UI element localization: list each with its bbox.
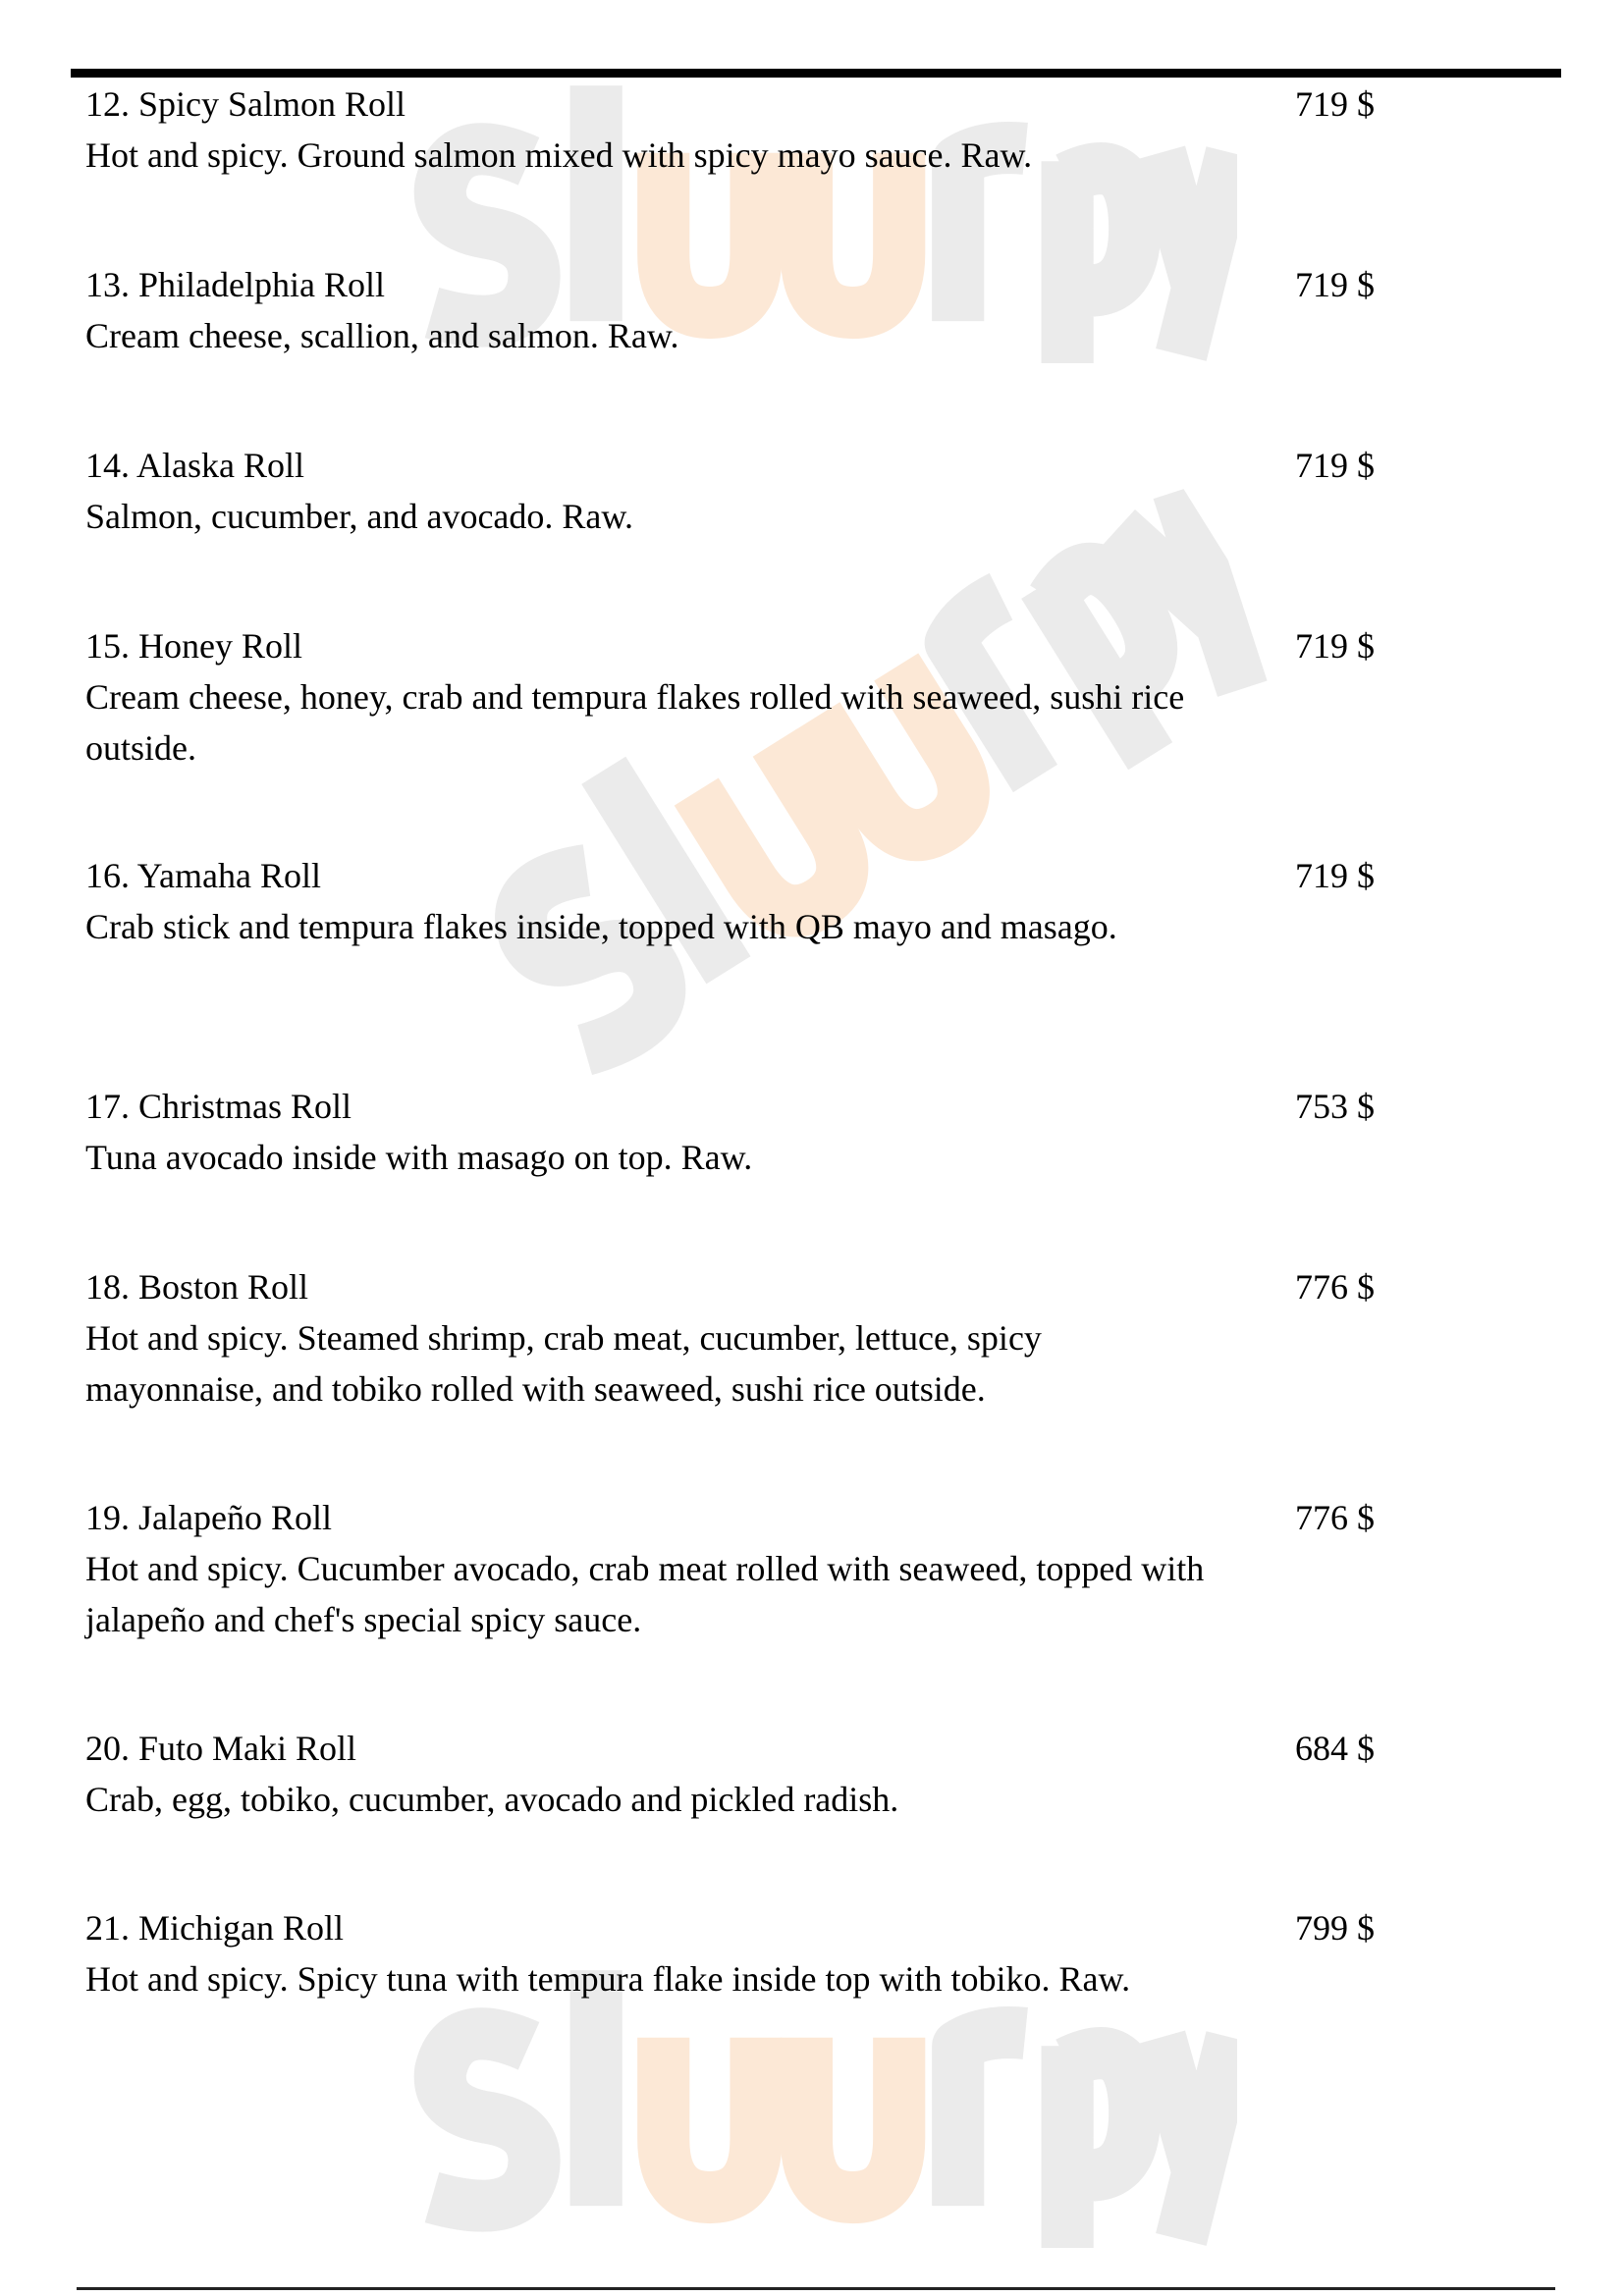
item-price: 719 $ <box>1295 265 1375 304</box>
item-price: 719 $ <box>1295 856 1375 895</box>
item-price: 776 $ <box>1295 1267 1375 1307</box>
item-description: Crab, egg, tobiko, cucumber, avocado and pickled radish. <box>85 1780 899 1819</box>
item-title: 13. Philadelphia Roll <box>85 265 385 304</box>
menu-item <box>85 620 1539 774</box>
item-title: 20. Futo Maki Roll <box>85 1729 357 1768</box>
item-price: 799 $ <box>1295 1908 1375 1948</box>
item-price: 776 $ <box>1295 1498 1375 1537</box>
item-price: 719 $ <box>1295 84 1375 124</box>
item-description: Hot and spicy. Spicy tuna with tempura flake inside top with tobiko. Raw. <box>85 1959 1131 1999</box>
menu-item <box>85 1492 1539 1645</box>
item-title: 21. Michigan Roll <box>85 1908 344 1948</box>
menu-item <box>85 850 1539 952</box>
item-price: 719 $ <box>1295 626 1375 666</box>
menu-item <box>85 79 1539 181</box>
item-description: Hot and spicy. Ground salmon mixed with spicy mayo sauce. Raw. <box>85 135 1033 175</box>
item-description: Crab stick and tempura flakes inside, topped with QB mayo and masago. <box>85 907 1117 946</box>
item-title: 19. Jalapeño Roll <box>85 1498 332 1537</box>
menu-item <box>85 1081 1539 1183</box>
item-title: 14. Alaska Roll <box>85 446 304 485</box>
item-title: 12. Spicy Salmon Roll <box>85 84 406 124</box>
item-price: 684 $ <box>1295 1729 1375 1768</box>
item-description: Tuna avocado inside with masago on top. Raw. <box>85 1138 753 1177</box>
item-price: 719 $ <box>1295 446 1375 485</box>
item-title: 15. Honey Roll <box>85 626 302 666</box>
item-price: 753 $ <box>1295 1087 1375 1126</box>
item-title: 16. Yamaha Roll <box>85 856 322 895</box>
item-description: Hot and spicy. Cucumber avocado, crab meat rolled with seaweed, topped with jalapeño and chef's special spicy sauce. <box>85 1549 1205 1639</box>
item-title: 17. Christmas Roll <box>85 1087 352 1126</box>
menu-item <box>85 1902 1539 2004</box>
item-description: Cream cheese, scallion, and salmon. Raw. <box>85 316 679 355</box>
menu-item <box>85 440 1539 542</box>
item-description: Cream cheese, honey, crab and tempura flakes rolled with seaweed, sushi rice outside. <box>85 677 1185 768</box>
item-description: Salmon, cucumber, and avocado. Raw. <box>85 497 634 536</box>
menu-item <box>85 1723 1539 1825</box>
bottom-divider <box>77 2287 1555 2290</box>
menu-item <box>85 259 1539 361</box>
menu-item <box>85 1261 1539 1415</box>
item-description: Hot and spicy. Steamed shrimp, crab meat, cucumber, lettuce, spicy mayonnaise, and tobiko rolled with seaweed, sushi rice outside. <box>85 1318 1042 1409</box>
item-title: 18. Boston Roll <box>85 1267 309 1307</box>
top-divider <box>71 69 1561 78</box>
